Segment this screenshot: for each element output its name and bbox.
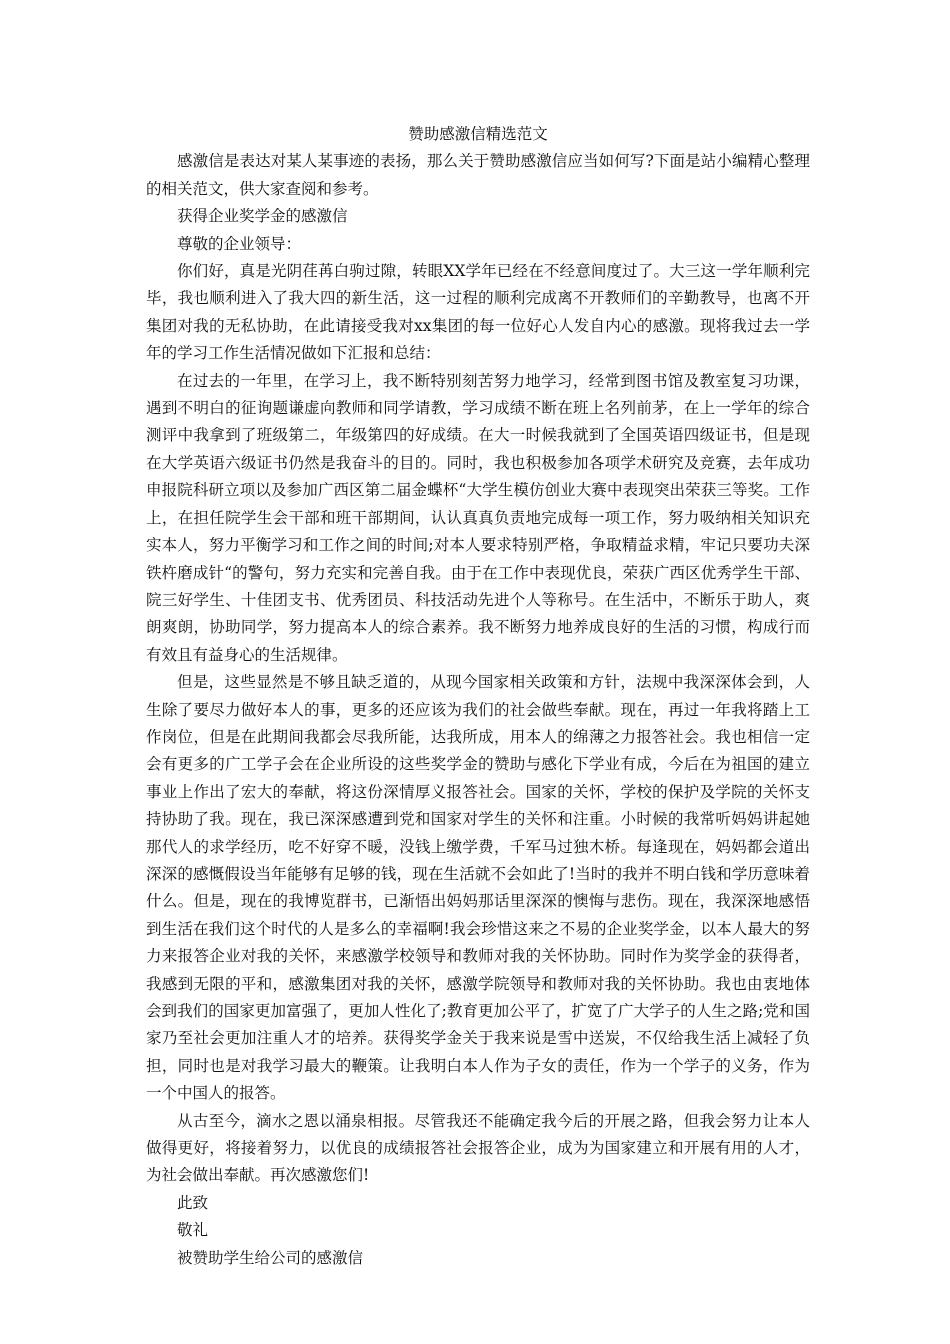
salutation: 尊敬的企业领导：	[177, 234, 302, 253]
document-title: 赞助感激信精选范文	[408, 125, 548, 143]
body-paragraph: 从古至今，滴水之恩以涌泉相报。尽管我还不能确定我今后的开展之路，但我会努力让本人做得更好，将接着努力，以优良的成绩报答社会报答企业，成为为国家建立和开展有用的人才，为社会做出奉献。再次感激您们!	[146, 1111, 810, 1185]
closing-line: 此致	[177, 1193, 209, 1212]
body-paragraph: 你们好，真是光阴荏苒白驹过隙，转眼XX学年已经在不经意间度过了。大三这一学年顺利完毕，我也顺利进入了我大四的新生活，这一过程的顺利完成离不开教师们的辛勤教导，也离不开集团对我的无私协助，在此请接受我对xx集团的每一位好心人发自内心的感激。现将我过去一学年的学习工作生活情况做如下汇报和总结：	[146, 262, 810, 363]
intro-paragraph: 感激信是表达对某人某事迹的表扬，那么关于赞助感激信应当如何写?下面是站小编精心整理的相关范文，供大家查阅和参考。	[146, 152, 810, 198]
next-section-heading: 被赞助学生给公司的感激信	[177, 1248, 364, 1267]
body-paragraph: 在过去的一年里，在学习上，我不断特别刻苦努力地学习，经常到图书馆及教室复习功课，遇到不明白的征询题谦虚向教师和同学请教，学习成绩不断在班上名列前茅，在上一学年的综合测评中我拿到了班级第二，年级第四的好成绩。在大一时候我就到了全国英语四级证书，但是现在大学英语六级证书仍然是我奋斗的目的。同时，我也积极参加各项学术研究及竞赛，去年成功申报院科研立项以及参加广西区第二届金蝶杯“大学生模仿创业大赛中表现突出荣获三等奖。工作上，在担任院学生会干部和班干部期间，认认真真负责地完成每一项工作，努力吸纳相关知识充实本人，努力平衡学习和工作之间的时间;对本人要求特别严格，争取精益求精，牢记只要功夫深铁杵磨成针“的警句，努力充实和完善自我。由于在工作中表现优良，荣获广西区优秀学生干部、院三好学生、十佳团支书、优秀团员、科技活动先进个人等称号。在生活中，不断乐于助人，爽朗爽朗，协助同学，努力提高本人的综合素养。我不断努力地养成良好的生活的习惯，构成行而有效且有益身心的生活规律。	[146, 371, 810, 664]
closing-line: 敬礼	[177, 1221, 209, 1240]
body-paragraph: 但是，这些显然是不够且缺乏道的，从现今国家相关政策和方针，法规中我深深体会到，人生除了要尽力做好本人的事，更多的还应该为我们的社会做些奉献。现在，再过一年我将踏上工作岗位，但是在此期间我都会尽我所能，达我所成，用本人的绵薄之力报答社会。我也相信一定会有更多的广工学子会在企业所设的这些奖学金的赞助与感化下学业有成，今后在为祖国的建立事业上作出了宏大的奉献，将这份深情厚义报答社会。国家的关怀，学校的保护及学院的关怀支持协助了我。现在，我已深深感遭到党和国家对学生的关怀和注重。小时候的我常听妈妈讲起她那代人的求学经历，吃不好穿不暖，没钱上缴学费，千军马过独木桥。每逢现在，妈妈都会道出深深的感慨假设当年能够有足够的钱，现在生活就不会如此了!当时的我并不明白钱和学历意味着什么。但是，现在的我博览群书，已渐悟出妈妈那话里深深的懊悔与悲伤。现在，我深深地感悟到生活在我们这个时代的人是多么的幸福啊!我会珍惜这来之不易的企业奖学金，以本人最大的努力来报答企业对我的关怀，来感激学校领导和教师对我的关怀协助。同时作为奖学金的获得者，我感到无限的平和，感激集团对我的关怀，感激学院领导和教师对我的关怀协助。我也由衷地体会到我们的国家更加富强了，更加人性化了;教育更加公平了，扩宽了广大学子的人生之路;党和国家乃至社会更加注重人才的培养。获得奖学金关于我来说是雪中送炭，不仅给我生活上减轻了负担，同时也是对我学习最大的鞭策。让我明白本人作为子女的责任，作为一个学子的义务，作为一个中国人的报答。	[146, 673, 810, 1103]
document-body	[146, 121, 810, 1272]
section-heading: 获得企业奖学金的感激信	[177, 207, 348, 226]
